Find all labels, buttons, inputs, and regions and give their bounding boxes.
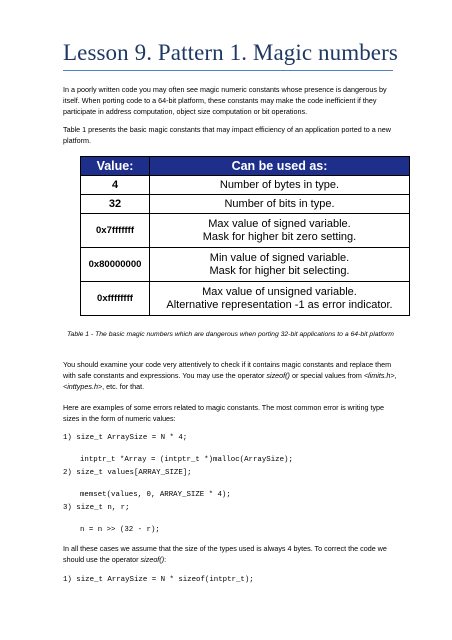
inttypes-header: <inttypes.h> xyxy=(63,382,103,391)
cell-value: 32 xyxy=(81,195,150,214)
code-line: 2) size_t values[ARRAY_SIZE]; xyxy=(63,469,192,477)
conclusion-paragraph: In all these cases we assume that the size of the types used is always 4 bytes. To correct the code we should use the operator sizeof(): xyxy=(63,544,387,564)
cell-usage xyxy=(150,214,410,248)
usage-line: Number of bytes in type. xyxy=(219,178,340,191)
title-underline xyxy=(63,70,393,71)
code-line: intptr_t *Array = (intptr_t *)malloc(ArraySize); xyxy=(80,456,293,464)
cell-value: 0x7fffffff xyxy=(81,214,150,248)
header-usage: Can be used as: xyxy=(150,157,410,176)
usage-line: Min value of signed variable. xyxy=(209,251,350,264)
cell-usage xyxy=(150,176,410,195)
code-line: 3) size_t n, r; xyxy=(63,504,130,512)
cell-value: 0x80000000 xyxy=(81,248,150,282)
cell-value: 4 xyxy=(81,176,150,195)
table-caption: Table 1 - The basic magic numbers which are dangerous when porting 32-bit applications to a 64-bit platform xyxy=(67,331,394,338)
usage-line: Max value of signed variable. xyxy=(208,217,351,230)
table-header-row xyxy=(81,157,410,176)
table-row xyxy=(81,282,410,316)
usage-line: Max value of unsigned variable. xyxy=(202,285,357,298)
cell-usage xyxy=(150,195,410,214)
code-line: 1) size_t ArraySize = N * 4; xyxy=(63,434,188,442)
usage-line: Number of bits in type. xyxy=(224,197,335,210)
sizeof-operator: sizeof() xyxy=(140,555,165,564)
examples-intro-paragraph: Here are examples of some errors related to magic constants. The most common error is writing type sizes in the form of numeric values: xyxy=(63,403,385,423)
table-row xyxy=(81,214,410,248)
table-row xyxy=(81,176,410,195)
limits-header: <limits.h> xyxy=(363,371,395,380)
table-intro-paragraph: Table 1 presents the basic magic constants that may impact efficiency of an application ported to a new platform. xyxy=(63,125,391,145)
table-row xyxy=(81,195,410,214)
usage-line: Alternative representation -1 as error indicator. xyxy=(166,298,393,311)
code-line: n = n >> (32 - r); xyxy=(80,526,160,534)
cell-value: 0xffffffff xyxy=(81,282,150,316)
usage-line: Mask for higher bit selecting. xyxy=(209,264,350,277)
magic-numbers-table xyxy=(80,156,410,316)
code-line: memset(values, 0, ARRAY_SIZE * 4); xyxy=(80,491,231,499)
cell-usage xyxy=(150,282,410,316)
page-title: Lesson 9. Pattern 1. Magic numbers xyxy=(63,40,398,65)
advice-paragraph: You should examine your code very attentively to check if it contains magic constants and replace them with safe constants and expressions. You may use the operator sizeof() or special values from <limits.h>, <inttypes.h>, etc. for that. xyxy=(63,360,397,391)
intro-paragraph: In a poorly written code you may often see magic numeric constants whose presence is dangerous by itself. When porting code to a 64-bit platform, these constants may make the code inefficient if they participate in address computation, object size computation or bit operations. xyxy=(63,85,387,116)
header-value: Value: xyxy=(81,157,150,176)
sizeof-operator: sizeof() xyxy=(266,371,290,380)
usage-line: Mask for higher bit zero setting. xyxy=(202,230,357,243)
table-row xyxy=(81,248,410,282)
cell-usage xyxy=(150,248,410,282)
code-line: 1) size_t ArraySize = N * sizeof(intptr_t); xyxy=(63,576,254,584)
